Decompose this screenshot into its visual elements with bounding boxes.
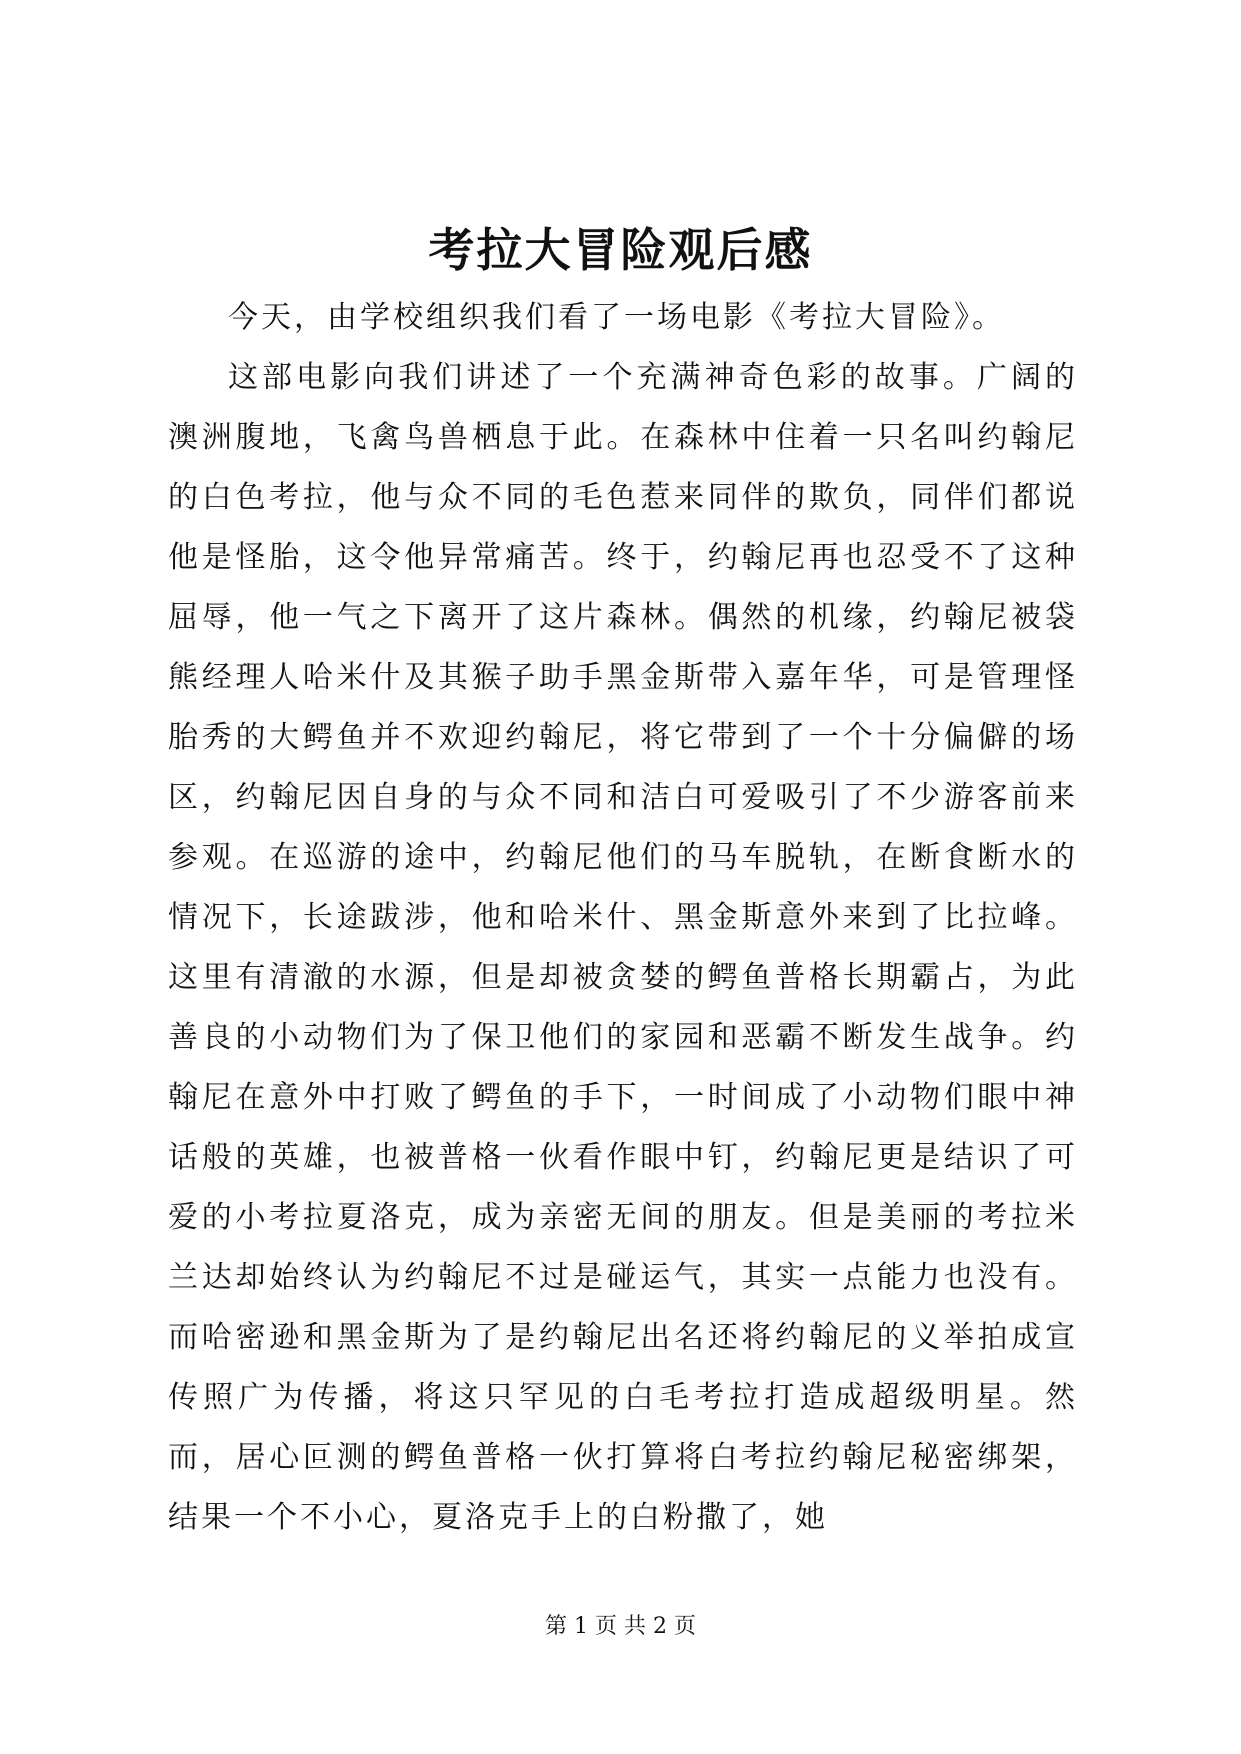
page-footer: 第 1 页 共 2 页 [545,1614,696,1639]
paragraph-intro: 今天，由学校组织我们看了一场电影《考拉大冒险》。 [228,300,1005,335]
document-title: 考拉大冒险观后感 [428,223,813,277]
paragraph-story: 这部电影向我们讲述了一个充满神奇色彩的故事。广阔的澳洲腹地，飞禽鸟兽栖息于此。在森林中住着一只名叫约翰尼的白色考拉，他与众不同的毛色惹来同伴的欺负，同伴们都说他是怪胎，这令他异常痛苦。终于，约翰尼再也忍受不了这种屈辱，他一气之下离开了这片森林。偶然的机缘，约翰尼被袋熊经理人哈米什及其猴子助手黑金斯带入嘉年华，可是管理怪胎秀的大鳄鱼并不欢迎约翰尼，将它带到了一个十分偏僻的场区，约翰尼因自身的与众不同和洁白可爱吸引了不少游客前来参观。在巡游的途中，约翰尼他们的马车脱轨，在断食断水的情况下，长途跋涉，他和哈米什、黑金斯意外来到了比拉峰。这里有清澈的水源，但是却被贪婪的鳄鱼普格长期霸占，为此善良的小动物们为了保卫他们的家园和恶霸不断发生战争。约翰尼在意外中打败了鳄鱼的手下，一时间成了小动物们眼中神话般的英雄，也被普格一伙看作眼中钉，约翰尼更是结识了可爱的小考拉夏洛克，成为亲密无间的朋友。但是美丽的考拉米兰达却始终认为约翰尼不过是碰运气，其实一点能力也没有。而哈密逊和黑金斯为了是约翰尼出名还将约翰尼的义举拍成宣传照广为传播，将这只罕见的白毛考拉打造成超级明星。然而，居心叵测的鳄鱼普格一伙打算将白考拉约翰尼秘密绑架，结果一个不小心，夏洛克手上的白粉撒了，她 [168,360,1078,1535]
document-body [168,288,1078,1548]
